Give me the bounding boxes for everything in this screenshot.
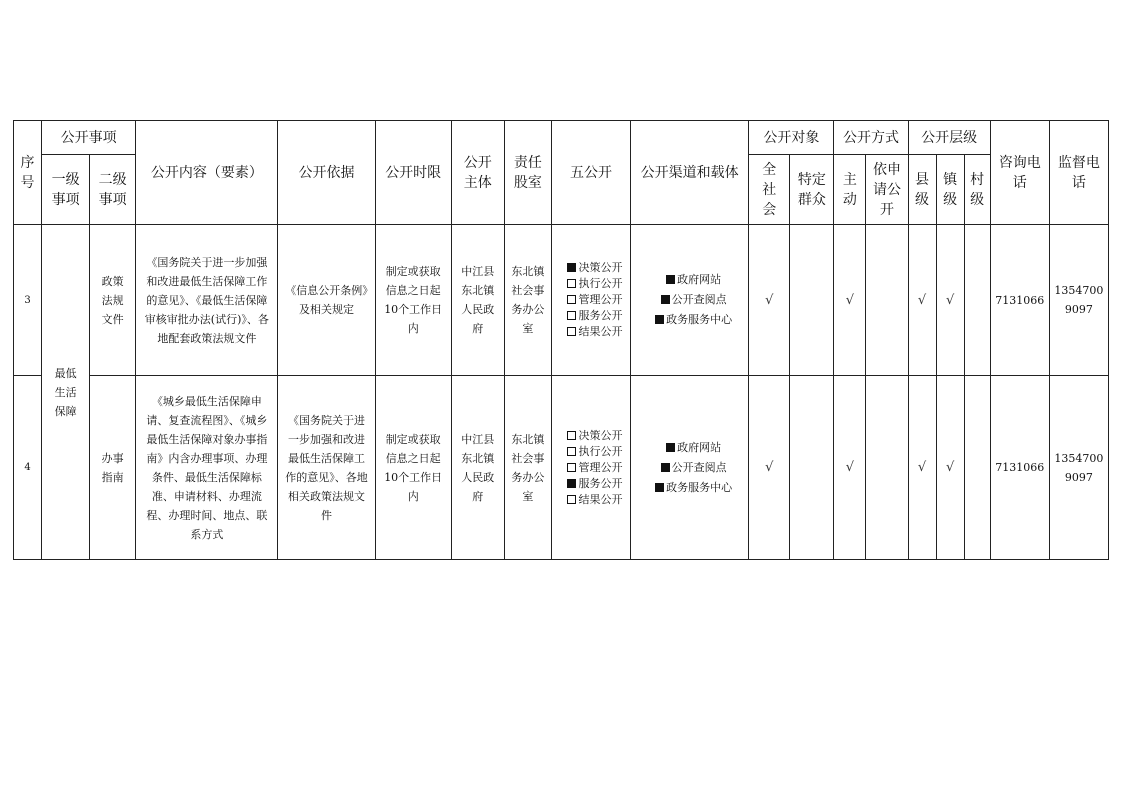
header-town: 镇级	[936, 155, 964, 225]
five-item: 执行公开	[560, 276, 630, 292]
five-public-list	[551, 225, 630, 376]
channel-list	[631, 225, 749, 376]
header-subject: 公开主体	[451, 121, 504, 225]
check-active: √	[834, 225, 866, 376]
square-bullet-icon	[666, 275, 675, 284]
basis-cell: 《国务院关于进一步加强和改进最低生活保障工作的意见》、各地相关政策法规文件	[278, 376, 375, 560]
header-basis: 公开依据	[278, 121, 375, 225]
consult-phone: 7131066	[990, 225, 1049, 376]
row-seq: 3	[14, 225, 42, 376]
check-village	[964, 225, 990, 376]
channel-item: 公开查阅点	[639, 290, 748, 310]
consult-phone: 7131066	[990, 376, 1049, 560]
header-county: 县级	[908, 155, 936, 225]
check-on-request	[866, 225, 908, 376]
square-bullet-icon	[661, 463, 670, 472]
channel-item: 政府网站	[639, 270, 748, 290]
header-five-public: 五公开	[551, 121, 630, 225]
five-item: 结果公开	[560, 324, 630, 340]
header-level1: 一级事项	[42, 155, 90, 225]
level1-item: 最低生活保障	[42, 225, 90, 560]
supervise-phone: 1354700 9097	[1049, 225, 1108, 376]
table-row	[14, 225, 1109, 376]
header-channel: 公开渠道和载体	[631, 121, 749, 225]
channel-list	[631, 376, 749, 560]
five-item: 决策公开	[560, 260, 630, 276]
header-level: 公开层级	[908, 121, 990, 155]
subject-cell: 中江县东北镇人民政府	[451, 225, 504, 376]
disclosure-table	[13, 120, 1109, 560]
supervise-phone: 1354700 9097	[1049, 376, 1108, 560]
square-bullet-icon	[666, 443, 675, 452]
level2-item: 政策法规文件	[90, 225, 136, 376]
header-method: 公开方式	[834, 121, 908, 155]
checkbox-icon	[567, 431, 576, 440]
five-item: 管理公开	[560, 292, 630, 308]
check-county: √	[908, 225, 936, 376]
checkbox-icon	[567, 447, 576, 456]
header-village: 村级	[964, 155, 990, 225]
header-dept: 责任股室	[504, 121, 551, 225]
checkbox-icon	[567, 463, 576, 472]
checkbox-icon	[567, 311, 576, 320]
channel-item: 政务服务中心	[639, 478, 748, 498]
square-bullet-icon	[655, 315, 664, 324]
check-county: √	[908, 376, 936, 560]
checkbox-icon	[567, 479, 576, 488]
checkbox-icon	[567, 263, 576, 272]
five-item: 决策公开	[560, 428, 630, 444]
check-all-society: √	[749, 225, 790, 376]
checkbox-icon	[567, 295, 576, 304]
header-on-request: 依申请公开	[866, 155, 908, 225]
five-public-list	[551, 376, 630, 560]
time-limit-cell: 制定或获取信息之日起10个工作日内	[375, 376, 451, 560]
header-matter: 公开事项	[42, 121, 136, 155]
checkbox-icon	[567, 279, 576, 288]
five-item: 服务公开	[560, 308, 630, 324]
check-town: √	[936, 225, 964, 376]
header-level2: 二级事项	[90, 155, 136, 225]
dept-cell: 东北镇社会事务办公室	[504, 376, 551, 560]
five-item: 执行公开	[560, 444, 630, 460]
row-seq: 4	[14, 376, 42, 560]
header-content: 公开内容（要素）	[136, 121, 278, 225]
content-cell: 《城乡最低生活保障申请、复查流程图》、《城乡最低生活保障对象办事指南》内含办理事项、办理条件、最低生活保障标准、申请材料、办理流程、办理时间、地点、联系方式	[136, 376, 278, 560]
header-consult-phone: 咨询电话	[990, 121, 1049, 225]
header-audience: 公开对象	[749, 121, 834, 155]
level2-item: 办事指南	[90, 376, 136, 560]
square-bullet-icon	[661, 295, 670, 304]
check-all-society: √	[749, 376, 790, 560]
check-village	[964, 376, 990, 560]
header-all-society: 全社会	[749, 155, 790, 225]
channel-item: 政务服务中心	[639, 310, 748, 330]
check-on-request	[866, 376, 908, 560]
channel-item: 政府网站	[639, 438, 748, 458]
header-time-limit: 公开时限	[375, 121, 451, 225]
check-town: √	[936, 376, 964, 560]
check-specific-groups	[790, 225, 834, 376]
basis-cell: 《信息公开条例》及相关规定	[278, 225, 375, 376]
checkbox-icon	[567, 495, 576, 504]
dept-cell: 东北镇社会事务办公室	[504, 225, 551, 376]
five-item: 结果公开	[560, 492, 630, 508]
subject-cell: 中江县东北镇人民政府	[451, 376, 504, 560]
check-active: √	[834, 376, 866, 560]
five-item: 管理公开	[560, 460, 630, 476]
header-specific-groups: 特定群众	[790, 155, 834, 225]
checkbox-icon	[567, 327, 576, 336]
header-supervise-phone: 监督电话	[1049, 121, 1108, 225]
time-limit-cell: 制定或获取信息之日起10个工作日内	[375, 225, 451, 376]
header-seq: 序号	[14, 121, 42, 225]
table-row	[14, 376, 1109, 560]
header-active: 主动	[834, 155, 866, 225]
five-item: 服务公开	[560, 476, 630, 492]
square-bullet-icon	[655, 483, 664, 492]
check-specific-groups	[790, 376, 834, 560]
content-cell: 《国务院关于进一步加强和改进最低生活保障工作的意见》、《最低生活保障审核审批办法(试行)》、各地配套政策法规文件	[136, 225, 278, 376]
channel-item: 公开查阅点	[639, 458, 748, 478]
